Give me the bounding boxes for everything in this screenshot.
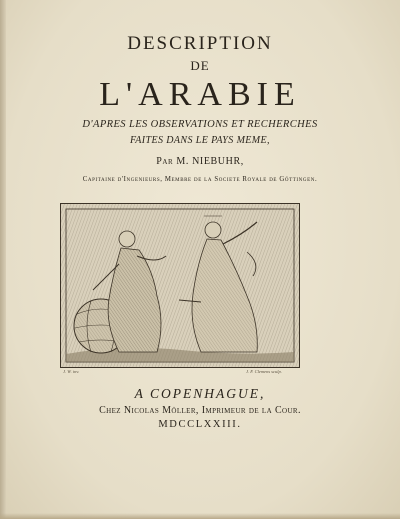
- imprint-place: A COPENHAGUE,: [134, 386, 266, 401]
- allegorical-engraving: [61, 204, 299, 367]
- title-line-arabie: L'ARABIE: [99, 76, 301, 113]
- plate-credit-left: J. W. inv.: [63, 369, 80, 374]
- author-title: Capitaine d'Ingenieurs, Membre de la Societe Royale de Göttingen.: [82, 176, 318, 183]
- engraved-plate-image: [60, 203, 300, 368]
- imprint-year: MDCCLXXIII.: [158, 419, 242, 430]
- title-line-description: DESCRIPTION: [127, 33, 273, 54]
- subtitle-line-2: FAITES DANS LE PAYS MEME,: [130, 135, 270, 146]
- title-line-de: DE: [190, 58, 210, 73]
- page-bottom-edge: [0, 513, 400, 519]
- plate-credit-right: J. F. Clemens sculp.: [246, 369, 282, 374]
- subtitle-line-1: D'APRES LES OBSERVATIONS ET RECHERCHES: [82, 119, 318, 130]
- imprint-publisher: Chez Nicolas Möller, Imprimeur de la Cour.: [99, 405, 301, 416]
- author-name: Par M. NIEBUHR,: [156, 156, 244, 167]
